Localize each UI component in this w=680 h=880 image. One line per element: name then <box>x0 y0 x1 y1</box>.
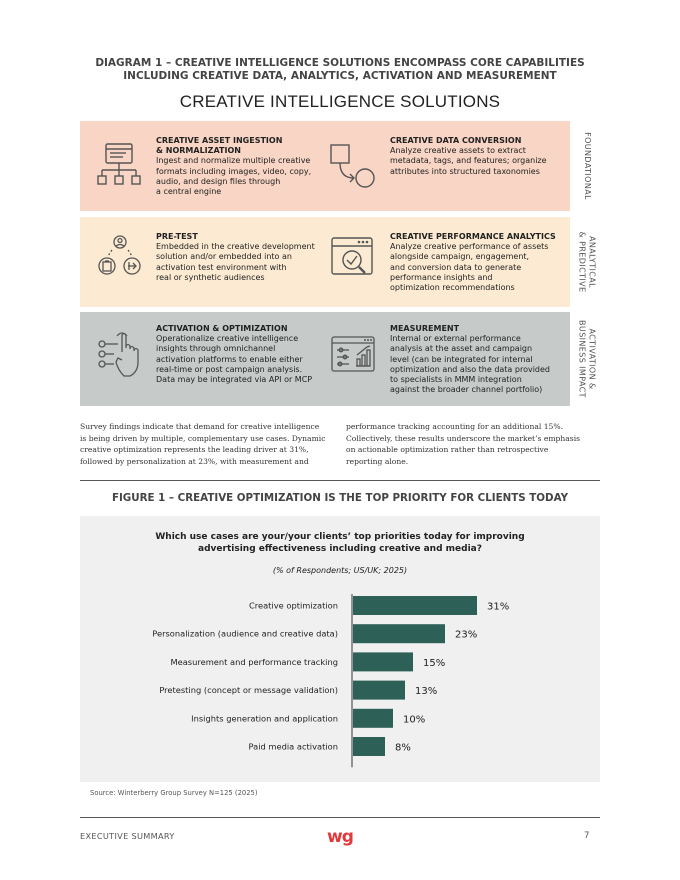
cell-activation-optimization <box>156 324 328 385</box>
side-label-foundational-line1: FOUNDATIONAL <box>582 132 592 200</box>
category-label: Pretesting (concept or message validation) <box>159 685 338 696</box>
window-magnifier-icon <box>330 236 374 280</box>
footer-divider <box>80 817 600 818</box>
category-label: Personalization (audience and creative data) <box>152 628 338 639</box>
cell-data-conversion-heading: CREATIVE DATA CONVERSION <box>390 136 522 145</box>
body-text-column-1: Survey findings indicate that demand for creative intelligence is being driven by multiple, complementary use cases. Dynamic creative optimization represents the leading driver at 31%, followed by personalization at 23%, with measurement and <box>80 422 326 466</box>
figure-title: FIGURE 1 – CREATIVE OPTIMIZATION IS THE TOP PRIORITY FOR CLIENTS TODAY <box>111 492 569 504</box>
survey-question-line2: advertising effectiveness including creative and media? <box>198 544 482 554</box>
user-test-icon <box>96 233 144 279</box>
diagram-title <box>0 57 680 83</box>
footer-section-label: EXECUTIVE SUMMARY <box>80 831 175 841</box>
value-label: 8% <box>395 742 411 754</box>
side-label-activation-line1: ACTIVATION & <box>587 328 597 390</box>
value-label: 10% <box>403 714 426 726</box>
side-label-analytical-line1: ANALYTICAL <box>587 236 597 288</box>
wg-logo <box>327 826 355 848</box>
solutions-title: CREATIVE INTELLIGENCE SOLUTIONS <box>179 92 501 111</box>
cell-pre-test-body: Embedded in the creative development solution and/or embedded into an activation test environment with real or synthetic audiences <box>156 242 315 282</box>
svg-text:wg: wg <box>327 827 353 847</box>
value-label: 15% <box>423 657 446 669</box>
survey-question-line1: Which use cases are your/your clients’ top priorities today for improving <box>155 532 525 542</box>
cell-asset-ingestion-heading: CREATIVE ASSET INGESTION & NORMALIZATION <box>156 136 283 156</box>
cell-pre-test-heading: PRE-TEST <box>156 232 198 241</box>
side-label-activation <box>572 312 602 406</box>
bar <box>353 624 445 643</box>
side-label-analytical <box>572 217 602 307</box>
bar <box>353 737 385 756</box>
bar <box>353 596 477 615</box>
page-number: 7 <box>584 831 590 841</box>
side-label-activation-line2: BUSINESS IMPACT <box>578 320 587 398</box>
source-note: Source: Winterberry Group Survey N=125 (2025) <box>90 789 258 797</box>
bar <box>353 652 413 671</box>
category-label: Creative optimization <box>248 600 338 611</box>
category-label: Measurement and performance tracking <box>170 656 338 667</box>
bar-chart <box>80 588 600 770</box>
survey-question <box>80 531 600 555</box>
cell-measurement-body: Internal or external performance analysis at the asset and campaign level (can be integrated for internal optimization and also the data provided to specialists in MMM integration against the broader channel portfolio) <box>390 334 550 395</box>
cell-measurement <box>390 324 568 395</box>
dashboard-chart-icon <box>330 335 376 373</box>
section-divider <box>80 480 600 481</box>
value-label: 13% <box>415 686 438 698</box>
diagram-title-line1: DIAGRAM 1 – CREATIVE INTELLIGENCE SOLUTIONS ENCOMPASS CORE CAPABILITIES <box>95 57 585 69</box>
square-to-circle-icon <box>328 142 378 190</box>
bar <box>353 681 405 700</box>
bar <box>353 709 393 728</box>
cell-performance-analytics-body: Analyze creative performance of assets alongside campaign, engagement, and conversion data to generate performance insights and optimization recommendations <box>390 242 549 293</box>
cell-data-conversion-body: Analyze creative assets to extract metadata, tags, and features; organize attributes into structured taxonomies <box>390 146 547 176</box>
value-label: 31% <box>487 601 510 613</box>
category-label: Insights generation and application <box>191 713 338 724</box>
cell-activation-optimization-heading: ACTIVATION & OPTIMIZATION <box>156 324 288 333</box>
body-text-column-2: performance tracking accounting for an additional 15%. Collectively, these results underscore the market’s emphasis on actionable optimization rather than retrospective reporting alone. <box>346 422 581 466</box>
cell-measurement-heading: MEASUREMENT <box>390 324 460 333</box>
cell-performance-analytics-heading: CREATIVE PERFORMANCE ANALYTICS <box>390 232 556 241</box>
cell-performance-analytics <box>390 232 568 293</box>
value-label: 23% <box>455 629 478 641</box>
cell-asset-ingestion-body: Ingest and normalize multiple creative formats including images, video, copy, audio, and design files through a central engine <box>156 156 312 197</box>
chart-subtitle: (% of Respondents; US/UK; 2025) <box>272 566 408 575</box>
cell-activation-optimization-body: Operationalize creative intelligence insights through omnichannel activation platforms to enable either real-time or post campaign analysis. Data may be integrated via API or MCP <box>156 334 313 385</box>
hierarchy-screen-icon <box>96 142 142 190</box>
hand-tap-icon <box>96 330 144 380</box>
side-label-foundational <box>572 121 602 211</box>
cell-data-conversion <box>390 136 568 177</box>
side-label-analytical-line2: & PREDICTIVE <box>578 231 587 293</box>
category-label: Paid media activation <box>248 741 338 752</box>
cell-pre-test <box>156 232 326 283</box>
diagram-title-line2: INCLUDING CREATIVE DATA, ANALYTICS, ACTIVATION AND MEASUREMENT <box>123 70 557 82</box>
cell-asset-ingestion <box>156 136 326 197</box>
